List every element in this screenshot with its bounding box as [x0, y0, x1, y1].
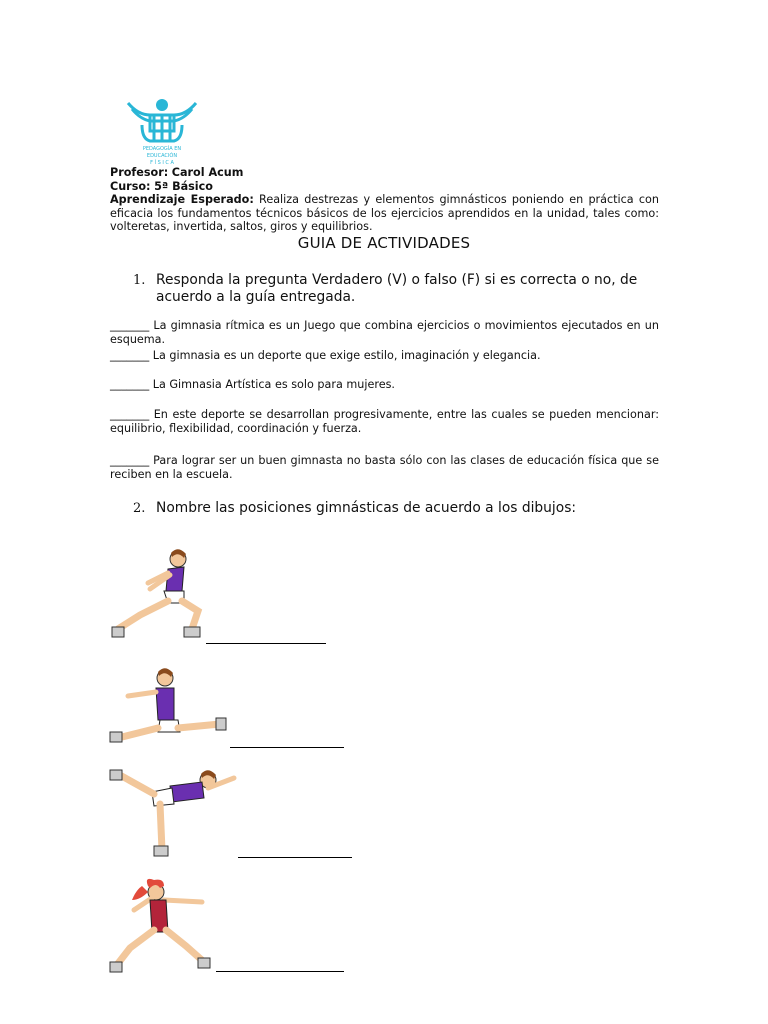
page-title: GUIA DE ACTIVIDADES: [297, 234, 471, 252]
statement-text: En este deporte se desarrollan progresivamente, entre las cuales se pueden mencionar: equilibrio, flexibilidad, coordinación y fuerza.: [110, 408, 659, 435]
teacher-name: Carol Acum: [171, 166, 244, 179]
gymnast-split-icon: [108, 666, 228, 746]
question-1-text: Responda la pregunta Verdadero (V) o falso (F) si es correcta o no, de acuerdo a la guía entregada.: [156, 272, 638, 305]
statement-4: [110, 408, 659, 435]
teacher-line: [110, 166, 243, 180]
statement-5: [110, 454, 659, 481]
answer-line[interactable]: [230, 747, 344, 748]
svg-text:PEDAGOGÍA EN: PEDAGOGÍA EN: [142, 146, 182, 152]
course-name: 5ª Básico: [154, 180, 213, 193]
gymnast-arabesque-icon: [108, 768, 238, 858]
goal-text: Realiza destrezas y elementos gimnásticos poniendo en práctica con eficacia los fundamentos técnicos básicos de los ejercicios aprendidos en la unidad, tales como: volteretas, invertida, saltos, giros y equilibrios.: [110, 193, 659, 233]
statement-text: La Gimnasia Artística es solo para mujeres.: [149, 378, 395, 391]
question-2-text: Nombre las posiciones gimnásticas de acuerdo a los dibujos:: [156, 500, 577, 516]
statement-1: [110, 319, 659, 346]
course-line: [110, 180, 213, 194]
gymnast-leap-icon: [108, 876, 208, 976]
svg-text:EDUCACIÓN: EDUCACIÓN: [146, 153, 178, 159]
answer-blank[interactable]: _______: [110, 319, 150, 332]
answer-blank[interactable]: _______: [110, 349, 150, 362]
answer-line[interactable]: [206, 643, 326, 644]
question-2-number: 2.: [133, 501, 146, 516]
statement-3: [110, 378, 659, 392]
statement-text: La gimnasia es un deporte que exige estilo, imaginación y elegancia.: [149, 349, 541, 362]
answer-blank[interactable]: _______: [110, 378, 150, 391]
answer-blank[interactable]: _______: [110, 454, 150, 467]
statement-text: La gimnasia rítmica es un Juego que combina ejercicios o movimientos ejecutados en un esquema.: [110, 319, 659, 346]
statement-2: [110, 349, 659, 363]
answer-line[interactable]: [238, 857, 352, 858]
svg-text:F Í S I C A: F Í S I C A: [150, 160, 174, 166]
course-label: Curso:: [110, 180, 151, 193]
answer-blank[interactable]: _______: [110, 408, 150, 421]
physical-education-logo-icon: [124, 95, 204, 167]
teacher-label: Profesor:: [110, 166, 169, 179]
answer-line[interactable]: [216, 971, 344, 972]
question-1-number: 1.: [133, 273, 146, 288]
statement-text: Para lograr ser un buen gimnasta no basta sólo con las clases de educación física que se reciben en la escuela.: [110, 454, 659, 481]
learning-goal: [110, 193, 659, 234]
goal-label: Aprendizaje Esperado:: [110, 193, 254, 206]
gymnast-lunge-icon: [108, 545, 218, 645]
